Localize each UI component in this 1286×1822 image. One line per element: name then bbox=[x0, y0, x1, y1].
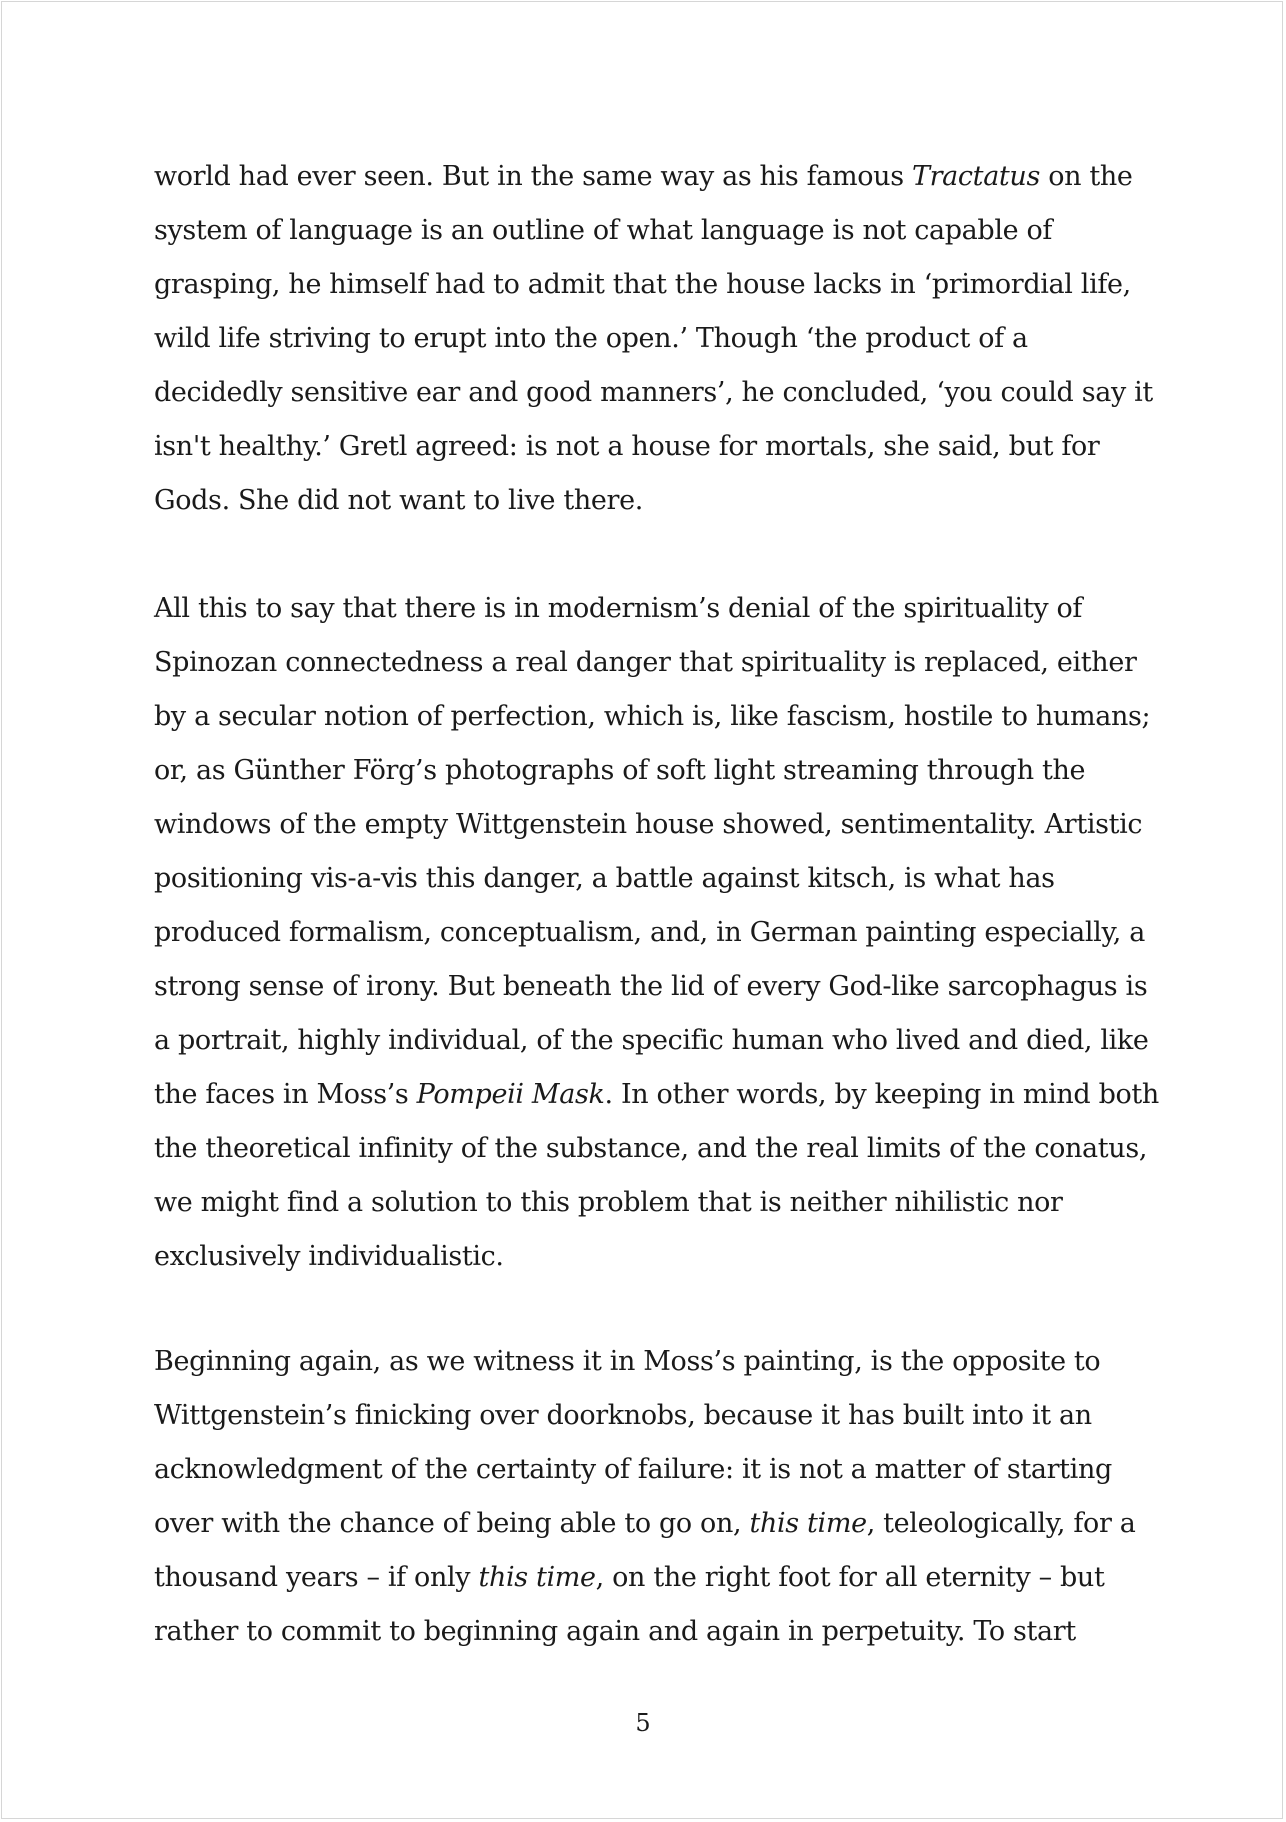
text-segment: Spinozan connectedness a real danger that spirituality is replaced, either bbox=[154, 647, 1137, 678]
text-line bbox=[154, 798, 1159, 852]
text-segment: system of language is an outline of what language is not capable of bbox=[154, 215, 1053, 246]
text-segment: . In other words, by keeping in mind both bbox=[604, 1079, 1159, 1110]
text-segment: a portrait, highly individual, of the specific human who lived and died, like bbox=[154, 1025, 1149, 1056]
text-line bbox=[154, 636, 1159, 690]
text-segment: All this to say that there is in modernism’s denial of the spirituality of bbox=[154, 593, 1082, 624]
text-line bbox=[154, 1176, 1159, 1230]
text-segment: produced formalism, conceptualism, and, in German painting especially, a bbox=[154, 917, 1145, 948]
text-line bbox=[154, 690, 1159, 744]
text-line bbox=[154, 960, 1159, 1014]
text-segment: decidedly sensitive ear and good manners’, he concluded, ‘you could say it bbox=[154, 377, 1153, 408]
text-line bbox=[154, 744, 1159, 798]
text-line bbox=[154, 366, 1153, 420]
text-segment: exclusively individualistic. bbox=[154, 1241, 504, 1272]
text-line bbox=[154, 852, 1159, 906]
text-segment: grasping, he himself had to admit that the house lacks in ‘primordial life, bbox=[154, 269, 1131, 300]
text-segment: windows of the empty Wittgenstein house showed, sentimentality. Artistic bbox=[154, 809, 1143, 840]
text-segment: strong sense of irony. But beneath the lid of every God-like sarcophagus is bbox=[154, 971, 1148, 1002]
paragraph-3 bbox=[154, 1335, 1135, 1659]
italic-title: Tractatus bbox=[911, 161, 1040, 192]
page-number: 5 bbox=[635, 1709, 651, 1737]
text-line bbox=[154, 150, 1153, 204]
text-line bbox=[154, 1335, 1135, 1389]
text-segment: thousand years – if only bbox=[154, 1562, 479, 1593]
text-segment: Gods. She did not want to live there. bbox=[154, 485, 643, 516]
text-segment: the theoretical infinity of the substance, and the real limits of the conatus, bbox=[154, 1133, 1148, 1164]
text-segment: rather to commit to beginning again and again in perpetuity. To start bbox=[154, 1616, 1076, 1647]
text-line bbox=[154, 1014, 1159, 1068]
text-line bbox=[154, 474, 1153, 528]
text-line bbox=[154, 204, 1153, 258]
paragraph-2 bbox=[154, 582, 1159, 1284]
text-line bbox=[154, 1443, 1135, 1497]
text-segment: the faces in Moss’s bbox=[154, 1079, 417, 1110]
italic-title: this time bbox=[478, 1562, 596, 1593]
text-segment: on the bbox=[1039, 161, 1133, 192]
text-segment: or, as Günther Förg’s photographs of soft light streaming through the bbox=[154, 755, 1086, 786]
text-segment: we might find a solution to this problem that is neither nihilistic nor bbox=[154, 1187, 1063, 1218]
text-line bbox=[154, 1230, 1159, 1284]
text-line bbox=[154, 1551, 1135, 1605]
text-segment: , on the right foot for all eternity – but bbox=[595, 1562, 1105, 1593]
text-line bbox=[154, 1068, 1159, 1122]
text-segment: Wittgenstein’s finicking over doorknobs, because it has built into it an bbox=[154, 1400, 1092, 1431]
text-segment: by a secular notion of perfection, which is, like fascism, hostile to humans; bbox=[154, 701, 1151, 732]
text-segment: isn't healthy.’ Gretl agreed: is not a house for mortals, she said, but for bbox=[154, 431, 1100, 462]
italic-title: Pompeii Mask bbox=[416, 1079, 605, 1110]
text-segment: over with the chance of being able to go on, bbox=[154, 1508, 750, 1539]
text-line bbox=[154, 1122, 1159, 1176]
text-segment: world had ever seen. But in the same way as his famous bbox=[154, 161, 912, 192]
text-line bbox=[154, 906, 1159, 960]
text-segment: wild life striving to erupt into the open.’ Though ‘the product of a bbox=[154, 323, 1028, 354]
text-line bbox=[154, 1389, 1135, 1443]
text-line bbox=[154, 1497, 1135, 1551]
paragraph-1 bbox=[154, 150, 1153, 528]
text-segment: acknowledgment of the certainty of failure: it is not a matter of starting bbox=[154, 1454, 1112, 1485]
text-segment: Beginning again, as we witness it in Moss’s painting, is the opposite to bbox=[154, 1346, 1101, 1377]
italic-title: this time bbox=[749, 1508, 867, 1539]
text-line bbox=[154, 258, 1153, 312]
text-line bbox=[154, 420, 1153, 474]
text-line bbox=[154, 312, 1153, 366]
text-segment: , teleologically, for a bbox=[866, 1508, 1136, 1539]
text-segment: positioning vis-a-vis this danger, a battle against kitsch, is what has bbox=[154, 863, 1055, 894]
text-line bbox=[154, 1605, 1135, 1659]
text-line bbox=[154, 582, 1159, 636]
